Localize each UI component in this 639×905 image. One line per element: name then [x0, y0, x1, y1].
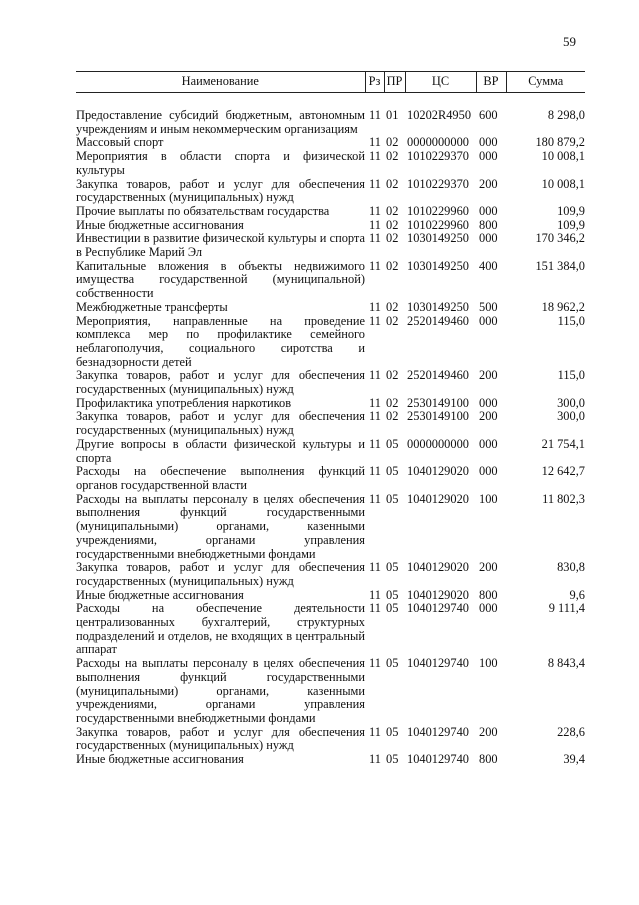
row-cs: 2520149460: [407, 368, 469, 383]
row-vr: 000: [479, 464, 498, 479]
row-pr: 02: [386, 217, 399, 232]
row-vr: 000: [479, 436, 498, 451]
row-vr: 200: [479, 368, 498, 383]
row-rz: 11: [369, 560, 381, 575]
row-rz: 11: [369, 258, 381, 273]
table-header: [76, 72, 585, 93]
row-pr: 05: [386, 724, 399, 739]
row-sum: 9,6: [569, 587, 585, 602]
row-cs: 0000000000: [407, 436, 469, 451]
table-row: [76, 369, 585, 396]
row-rz: 11: [369, 724, 381, 739]
row-pr: 05: [386, 560, 399, 575]
row-vr: 500: [479, 299, 498, 314]
row-pr: 05: [386, 491, 399, 506]
row-pr: 02: [386, 368, 399, 383]
row-vr: 800: [479, 752, 498, 767]
row-pr: 02: [386, 409, 399, 424]
row-cs: 0000000000: [407, 135, 469, 150]
row-vr: 000: [479, 135, 498, 150]
row-rz: 11: [369, 752, 381, 767]
table-row: [76, 397, 585, 411]
header-rz: Рз: [365, 72, 384, 93]
row-sum: 830,8: [557, 560, 585, 575]
row-rz: 11: [369, 368, 381, 383]
row-name: Расходы на выплаты персоналу в целях обеспечения выполнения функций государственными (муниципальными) органами, казенными учреждениями, органами управления государственными внебюджетными фондами: [76, 491, 365, 561]
table-row: [76, 315, 585, 370]
row-vr: 000: [479, 395, 498, 410]
row-vr: 000: [479, 601, 498, 616]
table-row: [76, 438, 585, 465]
row-cs: 2530149100: [407, 395, 469, 410]
row-rz: 11: [369, 313, 381, 328]
row-name: Расходы на выплаты персоналу в целях обеспечения выполнения функций государственными (муниципальными) органами, казенными учреждениями, органами управления государственными внебюджетными фондами: [76, 656, 365, 725]
header-pr: ПР: [384, 72, 405, 93]
row-name: Инвестиции в развитие физической культуры и спорта в Республике Марий Эл: [76, 231, 365, 260]
row-name: Закупка товаров, работ и услуг для обеспечения государственных (муниципальных) нужд: [76, 409, 365, 438]
row-cs: 1040129740: [407, 724, 469, 739]
row-cs: 1040129740: [407, 752, 469, 767]
row-pr: 02: [386, 176, 399, 191]
row-sum: 109,9: [557, 203, 585, 218]
row-pr: 02: [386, 231, 399, 246]
row-pr: 05: [386, 436, 399, 451]
row-rz: 11: [369, 436, 381, 451]
row-sum: 12 642,7: [541, 464, 585, 479]
table-row: [76, 301, 585, 315]
table-row: [76, 136, 585, 150]
row-name: Расходы на обеспечение выполнения функций органов государственной власти: [76, 464, 365, 492]
row-sum: 8 298,0: [547, 108, 585, 122]
row-vr: 200: [479, 409, 498, 424]
row-sum: 109,9: [557, 217, 585, 232]
row-sum: 18 962,2: [541, 299, 585, 314]
row-cs: 1040129740: [407, 601, 469, 616]
row-cs: 2520149460: [407, 313, 469, 328]
row-name: Капитальные вложения в объекты недвижимого имущества государственной (муниципальной) собственности: [76, 258, 365, 301]
row-vr: 000: [479, 203, 498, 218]
row-cs: 1010229370: [407, 176, 469, 191]
row-rz: 11: [369, 203, 381, 218]
row-vr: 200: [479, 724, 498, 739]
row-name: Расходы на обеспечение деятельности централизованных бухгалтерий, структурных подразделений и отделов, не входящих в центральный аппарат: [76, 601, 365, 657]
row-rz: 11: [369, 409, 381, 424]
table-row: [76, 493, 585, 562]
row-name: Иные бюджетные ассигнования: [76, 752, 244, 767]
row-vr: 000: [479, 149, 498, 164]
row-sum: 180 879,2: [535, 135, 585, 150]
row-pr: 02: [386, 203, 399, 218]
row-pr: 05: [386, 656, 399, 671]
page-number: 59: [563, 34, 576, 49]
row-rz: 11: [369, 176, 381, 191]
row-pr: 05: [386, 464, 399, 479]
row-sum: 21 754,1: [541, 436, 585, 451]
table-row: [76, 410, 585, 437]
budget-table: [76, 71, 585, 767]
row-rz: 11: [369, 108, 381, 122]
row-name: Мероприятия в области спорта и физической культуры: [76, 149, 365, 177]
row-cs: 1040129740: [407, 656, 469, 671]
row-vr: 000: [479, 231, 498, 246]
row-cs: 1040129020: [407, 464, 469, 479]
row-rz: 11: [369, 395, 381, 410]
row-cs: 1030149250: [407, 299, 469, 314]
row-sum: 8 843,4: [547, 656, 585, 671]
row-rz: 11: [369, 587, 381, 602]
header-cs: ЦС: [405, 72, 476, 93]
header-spacer: [76, 93, 585, 110]
table-row: [76, 232, 585, 259]
row-name: Закупка товаров, работ и услуг для обеспечения государственных (муниципальных) нужд: [76, 724, 365, 753]
row-cs: 2530149100: [407, 409, 469, 424]
row-sum: 228,6: [557, 724, 585, 739]
row-name: Профилактика употребления наркотиков: [76, 395, 292, 410]
row-pr: 02: [386, 299, 399, 314]
row-pr: 05: [386, 601, 399, 616]
row-name: Закупка товаров, работ и услуг для обеспечения государственных (муниципальных) нужд: [76, 176, 365, 205]
row-cs: 1010229960: [407, 217, 469, 232]
row-rz: 11: [369, 149, 381, 164]
row-pr: 01: [386, 108, 399, 122]
table-body: [76, 93, 585, 767]
row-name: Межбюджетные трансферты: [76, 299, 228, 314]
row-rz: 11: [369, 656, 381, 671]
table-row: [76, 205, 585, 219]
row-cs: 1010229960: [407, 203, 469, 218]
header-sum: Сумма: [506, 72, 585, 93]
row-vr: 400: [479, 258, 498, 273]
row-rz: 11: [369, 231, 381, 246]
table-row: [76, 726, 585, 753]
table-row: [76, 602, 585, 657]
row-name: Другие вопросы в области физической культуры и спорта: [76, 436, 365, 465]
row-vr: 000: [479, 313, 498, 328]
table-row: [76, 561, 585, 588]
row-pr: 02: [386, 313, 399, 328]
row-cs: 1030149250: [407, 258, 469, 273]
table-row: [76, 178, 585, 205]
row-sum: 115,0: [557, 368, 585, 383]
row-name: Закупка товаров, работ и услуг для обеспечения государственных (муниципальных) нужд: [76, 368, 365, 397]
row-sum: 10 008,1: [541, 149, 585, 164]
row-rz: 11: [369, 464, 381, 479]
table-row: [76, 465, 585, 492]
header-vr: ВР: [476, 72, 506, 93]
table-row: [76, 753, 585, 767]
table-row: [76, 589, 585, 603]
table-row: [76, 657, 585, 726]
row-vr: 600: [479, 108, 498, 122]
row-pr: 02: [386, 258, 399, 273]
row-sum: 300,0: [557, 395, 585, 410]
row-cs: 1040129020: [407, 560, 469, 575]
row-cs: 1040129020: [407, 587, 469, 602]
row-rz: 11: [369, 217, 381, 232]
row-cs: 1010229370: [407, 149, 469, 164]
row-pr: 02: [386, 395, 399, 410]
row-sum: 39,4: [563, 752, 585, 767]
row-vr: 100: [479, 656, 498, 671]
row-vr: 200: [479, 560, 498, 575]
row-vr: 800: [479, 587, 498, 602]
row-name: Иные бюджетные ассигнования: [76, 217, 244, 232]
table-row: [76, 150, 585, 177]
row-rz: 11: [369, 299, 381, 314]
row-sum: 300,0: [557, 409, 585, 424]
row-pr: 05: [386, 587, 399, 602]
row-rz: 11: [369, 491, 381, 506]
row-rz: 11: [369, 601, 381, 616]
row-vr: 800: [479, 217, 498, 232]
table-row: [76, 109, 585, 136]
row-pr: 05: [386, 752, 399, 767]
row-name: Иные бюджетные ассигнования: [76, 587, 244, 602]
table-row: [76, 260, 585, 301]
row-name: Мероприятия, направленные на проведение комплекса мер по профилактике семейного неблагополучия, социального сиротства и безнадзорности детей: [76, 313, 365, 369]
row-name: Закупка товаров, работ и услуг для обеспечения государственных (муниципальных) нужд: [76, 560, 365, 588]
row-sum: 10 008,1: [541, 176, 585, 191]
row-name: Массовый спорт: [76, 135, 164, 150]
row-name: Предоставление субсидий бюджетным, автономным учреждениям и иным некоммерческим организациям: [76, 108, 365, 136]
row-vr: 100: [479, 491, 498, 506]
row-rz: 11: [369, 135, 381, 150]
row-cs: 1040129020: [407, 491, 469, 506]
table-row: [76, 219, 585, 233]
row-pr: 02: [386, 135, 399, 150]
row-sum: 9 111,4: [548, 601, 585, 616]
row-cs: 1030149250: [407, 231, 469, 246]
row-sum: 170 346,2: [535, 231, 585, 246]
row-sum: 11 802,3: [542, 491, 585, 506]
row-vr: 200: [479, 176, 498, 191]
row-pr: 02: [386, 149, 399, 164]
row-sum: 115,0: [557, 313, 585, 328]
header-name: Наименование: [76, 72, 365, 93]
row-sum: 151 384,0: [535, 258, 585, 273]
row-cs: 10202R4950: [407, 108, 472, 122]
row-name: Прочие выплаты по обязательствам государства: [76, 203, 330, 218]
